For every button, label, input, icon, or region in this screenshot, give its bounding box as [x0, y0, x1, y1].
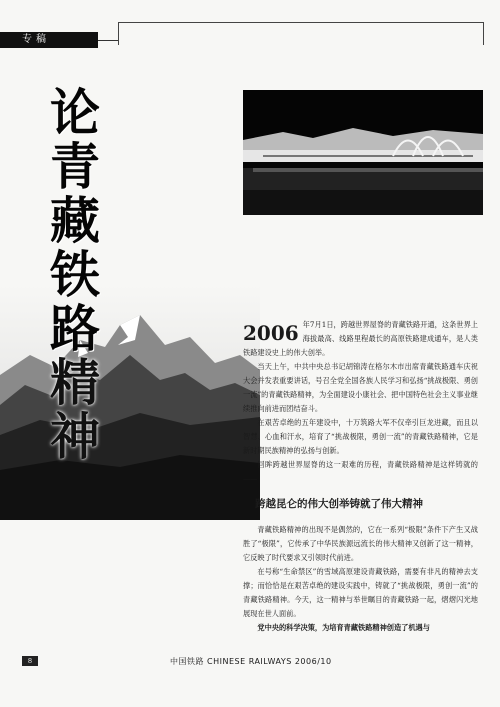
title-char: 藏: [50, 192, 100, 250]
mountain-photo: [0, 285, 260, 520]
page-number: 8: [22, 656, 38, 666]
title-char: 路: [50, 300, 100, 358]
railway-bridge-photo: [243, 90, 483, 215]
paragraph: 在号称“生命禁区”的雪域高原建设青藏铁路，需要有非凡的精神去支撑；而恰恰是在艰苦卓绝的建设实践中，铸就了“挑战极限，勇创一流”的青藏铁路精神。今天，这一精神与举世瞩目的青藏铁路一起，熠熠闪光地展现在世人面前。: [243, 567, 478, 618]
paragraph: 当天上午，中共中央总书记胡锦涛在格尔木市出席青藏铁路通车庆祝大会并发表重要讲话，号召全党全国各族人民学习和弘扬“挑战极限、勇创一流”的青藏铁路精神，为全面建设小康社会、把中国特色社会主义事业继续推向前进而团结奋斗。: [243, 362, 478, 413]
subheading: 党中央的科学决策，为培育青藏铁路精神创造了机遇与: [257, 623, 430, 632]
page-frame: [118, 22, 484, 45]
paragraph: 青藏铁路精神的出现不是偶然的，它在一系列“极限”条件下产生又战胜了“极限”，它传承了中华民族源远流长的伟大精神又创新了这一精神，它反映了时代要求又引领时代前进。: [243, 525, 478, 562]
title-char: 论: [50, 84, 100, 142]
title-char: 铁: [50, 246, 100, 304]
journal-name: 中国铁路 CHINESE RAILWAYS 2006/10: [170, 657, 332, 666]
header-rule: [98, 40, 118, 41]
paragraph: 回眸跨越世界屋脊的这一艰难的历程，青藏铁路精神是这样铸就的——: [243, 460, 478, 483]
page-footer: [0, 650, 500, 670]
bridge-image: [243, 90, 483, 215]
title-char: 精: [50, 354, 100, 412]
vertical-title: [40, 86, 110, 464]
section-body: [243, 523, 478, 635]
lead-paragraph: 年7月1日，跨越世界屋脊的青藏铁路开通，这条世界上海拔最高、线路里程最长的高原铁路建成通车，是人类铁路建设史上的伟大创举。: [243, 320, 478, 357]
title-char: 青: [50, 138, 100, 196]
section-heading: 跨越昆仑的伟大创举铸就了伟大精神: [255, 498, 423, 510]
paragraph: 在艰苦卓绝的五年建设中，十万筑路大军不仅牵引巨龙进藏，而且以智慧、心血和汗水，培育了“挑战极限，勇创一流”的青藏铁路精神，它是新时期民族精神的弘扬与创新。: [243, 418, 478, 455]
lead-year: 2006: [243, 321, 299, 345]
article-body: [243, 318, 478, 486]
title-char: 神: [50, 408, 100, 466]
column-tag: 专稿: [0, 32, 98, 48]
mountain-image: [0, 285, 260, 520]
